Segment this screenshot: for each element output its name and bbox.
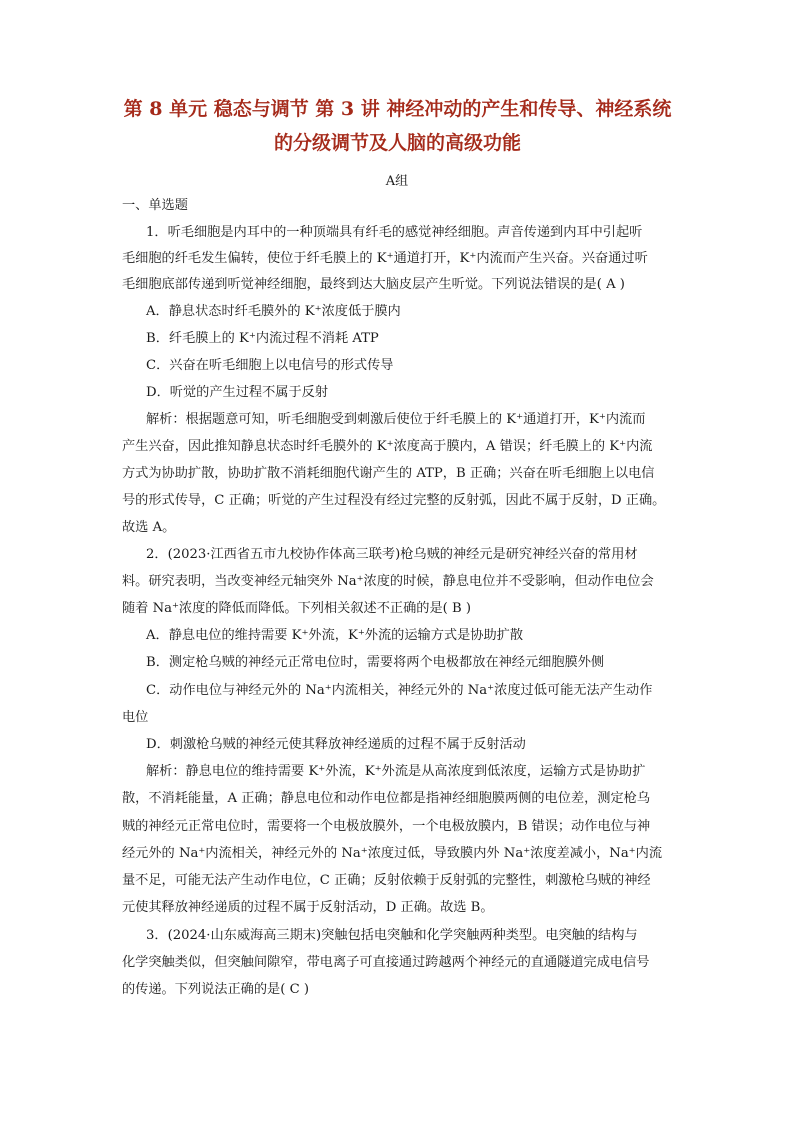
q3-stem-line: 3．(2024·山东威海高三期末)突触包括电突触和化学突触两种类型。电突触的结构与 xyxy=(146,928,638,943)
q1-option-c: C．兴奋在听毛细胞上以电信号的形式传导 xyxy=(146,358,394,373)
q3-stem-line: 的传递。下列说法正确的是( C ) xyxy=(122,982,310,997)
q1-stem-line: 毛细胞的纤毛发生偏转，使位于纤毛膜上的 K⁺通道打开，K⁺内流而产生兴奋。兴奋通过听 xyxy=(122,251,648,266)
q2-stem-line: 料。研究表明，当改变神经元轴突外 Na⁺浓度的时候，静息电位并不受影响，但动作电位会 xyxy=(122,574,654,589)
q2-analysis-line: 经元外的 Na⁺内流相关，神经元外的 Na⁺浓度过低，导致膜内外 Na⁺浓度差减小，Na⁺内流 xyxy=(122,846,663,861)
q1-analysis-line: 方式为协助扩散，协助扩散不消耗细胞代谢产生的 ATP，B 正确；兴奋在听毛细胞上以电信 xyxy=(122,466,655,481)
q2-option-d: D．刺激枪乌贼的神经元使其释放神经递质的过程不属于反射活动 xyxy=(146,737,526,752)
page-title-line2: 的分级调节及人脑的高级功能 xyxy=(273,132,521,154)
section-heading: 一、单选题 xyxy=(122,198,188,213)
q1-option-a: A．静息状态时纤毛膜外的 K⁺浓度低于膜内 xyxy=(146,304,401,319)
q2-option-a: A．静息电位的维持需要 K⁺外流，K⁺外流的运输方式是协助扩散 xyxy=(146,628,524,643)
q1-analysis-line: 号的形式传导，C 正确；听觉的产生过程没有经过完整的反射弧，因此不属于反射，D 正确。 xyxy=(122,493,666,508)
q2-stem-line: 随着 Na⁺浓度的降低而降低。下列相关叙述不正确的是( B ) xyxy=(122,601,472,616)
q3-stem-line: 化学突触类似，但突触间隙窄，带电离子可直接通过跨越两个神经元的直通隧道完成电信号 xyxy=(122,955,650,970)
q1-analysis-line: 故选 A。 xyxy=(122,520,176,535)
q1-option-b: B．纤毛膜上的 K⁺内流过程不消耗 ATP xyxy=(146,331,379,346)
q1-analysis-line: 产生兴奋，因此推知静息状态时纤毛膜外的 K⁺浓度高于膜内，A 错误；纤毛膜上的 K⁺内流 xyxy=(122,439,653,454)
q2-option-c-continued: 电位 xyxy=(122,710,149,725)
q2-analysis-line: 散，不消耗能量，A 正确；静息电位和动作电位都是指神经细胞膜两侧的电位差，测定枪乌 xyxy=(122,791,651,806)
q2-option-b: B．测定枪乌贼的神经元正常电位时，需要将两个电极都放在神经元细胞膜外侧 xyxy=(146,655,605,670)
page-title-line1: 第 8 单元 稳态与调节 第 3 讲 神经冲动的产生和传导、神经系统 xyxy=(123,98,672,120)
q2-option-c: C．动作电位与神经元外的 Na⁺内流相关，神经元外的 Na⁺浓度过低可能无法产生动作 xyxy=(146,683,653,698)
q2-analysis-line: 元使其释放神经递质的过程不属于反射活动，D 正确。故选 B。 xyxy=(122,900,494,915)
q1-analysis-line: 解析：根据题意可知，听毛细胞受到刺激后使位于纤毛膜上的 K⁺通道打开，K⁺内流而 xyxy=(146,412,646,427)
q1-stem-line: 1．听毛细胞是内耳中的一种顶端具有纤毛的感觉神经细胞。声音传递到内耳中引起听 xyxy=(146,225,643,240)
q2-analysis-line: 贼的神经元正常电位时，需要将一个电极放膜外，一个电极放膜内，B 错误；动作电位与神 xyxy=(122,819,651,834)
q2-analysis-line: 量不足，可能无法产生动作电位，C 正确；反射依赖于反射弧的完整性，刺激枪乌贼的神经 xyxy=(122,873,651,888)
group-label: A组 xyxy=(385,174,409,189)
q2-stem-line: 2．(2023·江西省五市九校协作体高三联考)枪乌贼的神经元是研究神经兴奋的常用材 xyxy=(146,547,638,562)
q1-option-d: D．听觉的产生过程不属于反射 xyxy=(146,385,329,400)
q2-analysis-line: 解析：静息电位的维持需要 K⁺外流，K⁺外流是从高浓度到低浓度，运输方式是协助扩 xyxy=(146,764,646,779)
q1-stem-line: 毛细胞底部传递到听觉神经细胞，最终到达大脑皮层产生听觉。下列说法错误的是( A ) xyxy=(122,277,625,292)
